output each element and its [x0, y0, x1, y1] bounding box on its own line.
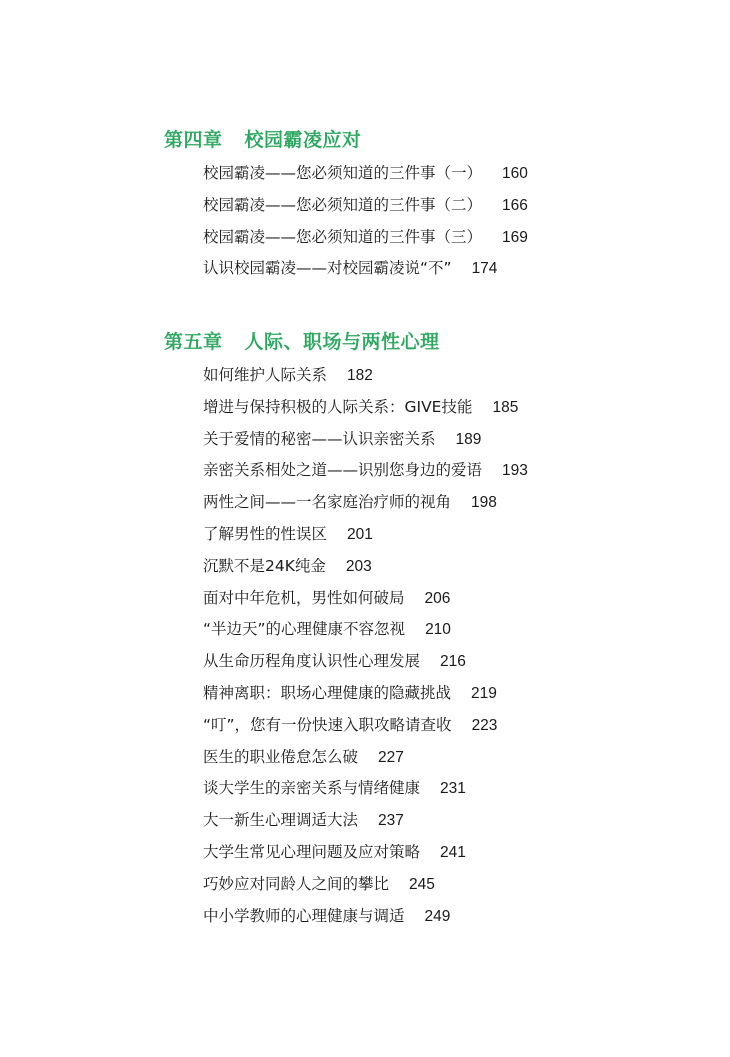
entry-title: 医生的职业倦怠怎么破: [203, 747, 359, 766]
toc-entry[interactable]: [203, 678, 528, 710]
entry-page-number: 245: [409, 875, 435, 893]
chapter-title: 校园霸凌应对: [244, 129, 362, 151]
entry-page-number: 193: [502, 462, 528, 480]
entry-page-number: 219: [471, 684, 497, 702]
entry-title: 认识校园霸凌——对校园霸凌说“不”: [203, 259, 452, 278]
toc-entry[interactable]: [203, 837, 528, 869]
entry-page-number: 241: [440, 843, 466, 861]
entry-title: 精神离职：职场心理健康的隐藏挑战: [203, 683, 452, 702]
toc-entry[interactable]: [203, 551, 528, 583]
entry-page-number: 160: [502, 165, 528, 182]
toc-entry[interactable]: [203, 710, 528, 742]
toc-entry[interactable]: [203, 190, 528, 222]
toc-entry[interactable]: [203, 614, 528, 646]
entry-title: 亲密关系相处之道——识别您身边的爱语: [203, 461, 483, 480]
toc-entry[interactable]: [203, 869, 528, 901]
entry-title: 沉默不是24K纯金: [203, 556, 326, 575]
toc-entry[interactable]: [203, 392, 528, 424]
toc-entry[interactable]: [203, 583, 528, 615]
entry-title: 大一新生心理调适大法: [203, 811, 359, 830]
entry-title: 校园霸凌——您必须知道的三件事（三）: [203, 227, 483, 246]
entry-page-number: 249: [424, 907, 451, 925]
chapter-heading: [164, 330, 690, 354]
entry-page-number: 201: [347, 525, 373, 543]
entry-page-number: 210: [425, 621, 451, 639]
entry-page-number: 198: [471, 494, 497, 512]
toc-entry-list: [203, 360, 528, 932]
toc-entry[interactable]: [203, 222, 528, 254]
chapter-number: 第五章: [164, 331, 223, 353]
chapter-title: 人际、职场与两性心理: [244, 331, 440, 353]
entry-title: 中小学教师的心理健康与调适: [203, 906, 405, 925]
toc-entry[interactable]: [203, 646, 528, 678]
entry-page-number: 189: [455, 430, 482, 448]
entry-title: “叮”，您有一份快速入职攻略请查收: [203, 715, 452, 734]
toc-entry[interactable]: [203, 455, 528, 487]
entry-page-number: 206: [424, 589, 451, 607]
entry-page-number: 169: [502, 228, 528, 246]
entry-page-number: 216: [440, 653, 466, 671]
entry-title: 关于爱情的秘密——认识亲密关系: [203, 429, 436, 448]
entry-page-number: 223: [471, 716, 498, 734]
entry-title: 校园霸凌——您必须知道的三件事（二）: [203, 195, 483, 214]
entry-title: 大学生常见心理问题及应对策略: [203, 842, 421, 861]
entry-title: 谈大学生的亲密关系与情绪健康: [203, 779, 421, 798]
toc-entry[interactable]: [203, 519, 528, 551]
chapter-5: [164, 330, 690, 925]
entry-page-number: 185: [492, 398, 519, 416]
chapter-heading: [164, 128, 690, 152]
toc-entry-list: [203, 158, 528, 285]
entry-title: 面对中年危机，男性如何破局: [203, 588, 405, 607]
toc-entry[interactable]: [203, 487, 528, 519]
entry-title: 从生命历程角度认识性心理发展: [203, 652, 421, 671]
chapter-number: 第四章: [164, 129, 223, 151]
toc-entry[interactable]: [203, 360, 528, 392]
toc-entry[interactable]: [203, 901, 528, 933]
toc-entry[interactable]: [203, 805, 528, 837]
entry-page-number: 231: [440, 780, 466, 798]
entry-page-number: 166: [502, 196, 528, 214]
entry-page-number: 203: [345, 557, 372, 575]
toc-entry[interactable]: [203, 158, 528, 190]
entry-title: 两性之间——一名家庭治疗师的视角: [203, 493, 452, 512]
entry-title: “半边天”的心理健康不容忽视: [203, 620, 406, 639]
toc-entry[interactable]: [203, 253, 528, 285]
entry-title: 了解男性的性误区: [203, 524, 328, 543]
entry-page-number: 174: [471, 260, 498, 278]
entry-title: 校园霸凌——您必须知道的三件事（一）: [203, 164, 483, 182]
entry-page-number: 227: [378, 748, 404, 766]
entry-page-number: 237: [378, 812, 404, 830]
toc-entry[interactable]: [203, 742, 528, 774]
toc-entry[interactable]: [203, 424, 528, 456]
entry-title: 巧妙应对同龄人之间的攀比: [203, 874, 390, 893]
toc-entry[interactable]: [203, 773, 528, 805]
entry-title: 如何维护人际关系: [203, 366, 328, 384]
entry-title: 增进与保持积极的人际关系：GIVE技能: [203, 397, 473, 416]
chapter-4: [164, 128, 690, 278]
entry-page-number: 182: [347, 367, 373, 384]
